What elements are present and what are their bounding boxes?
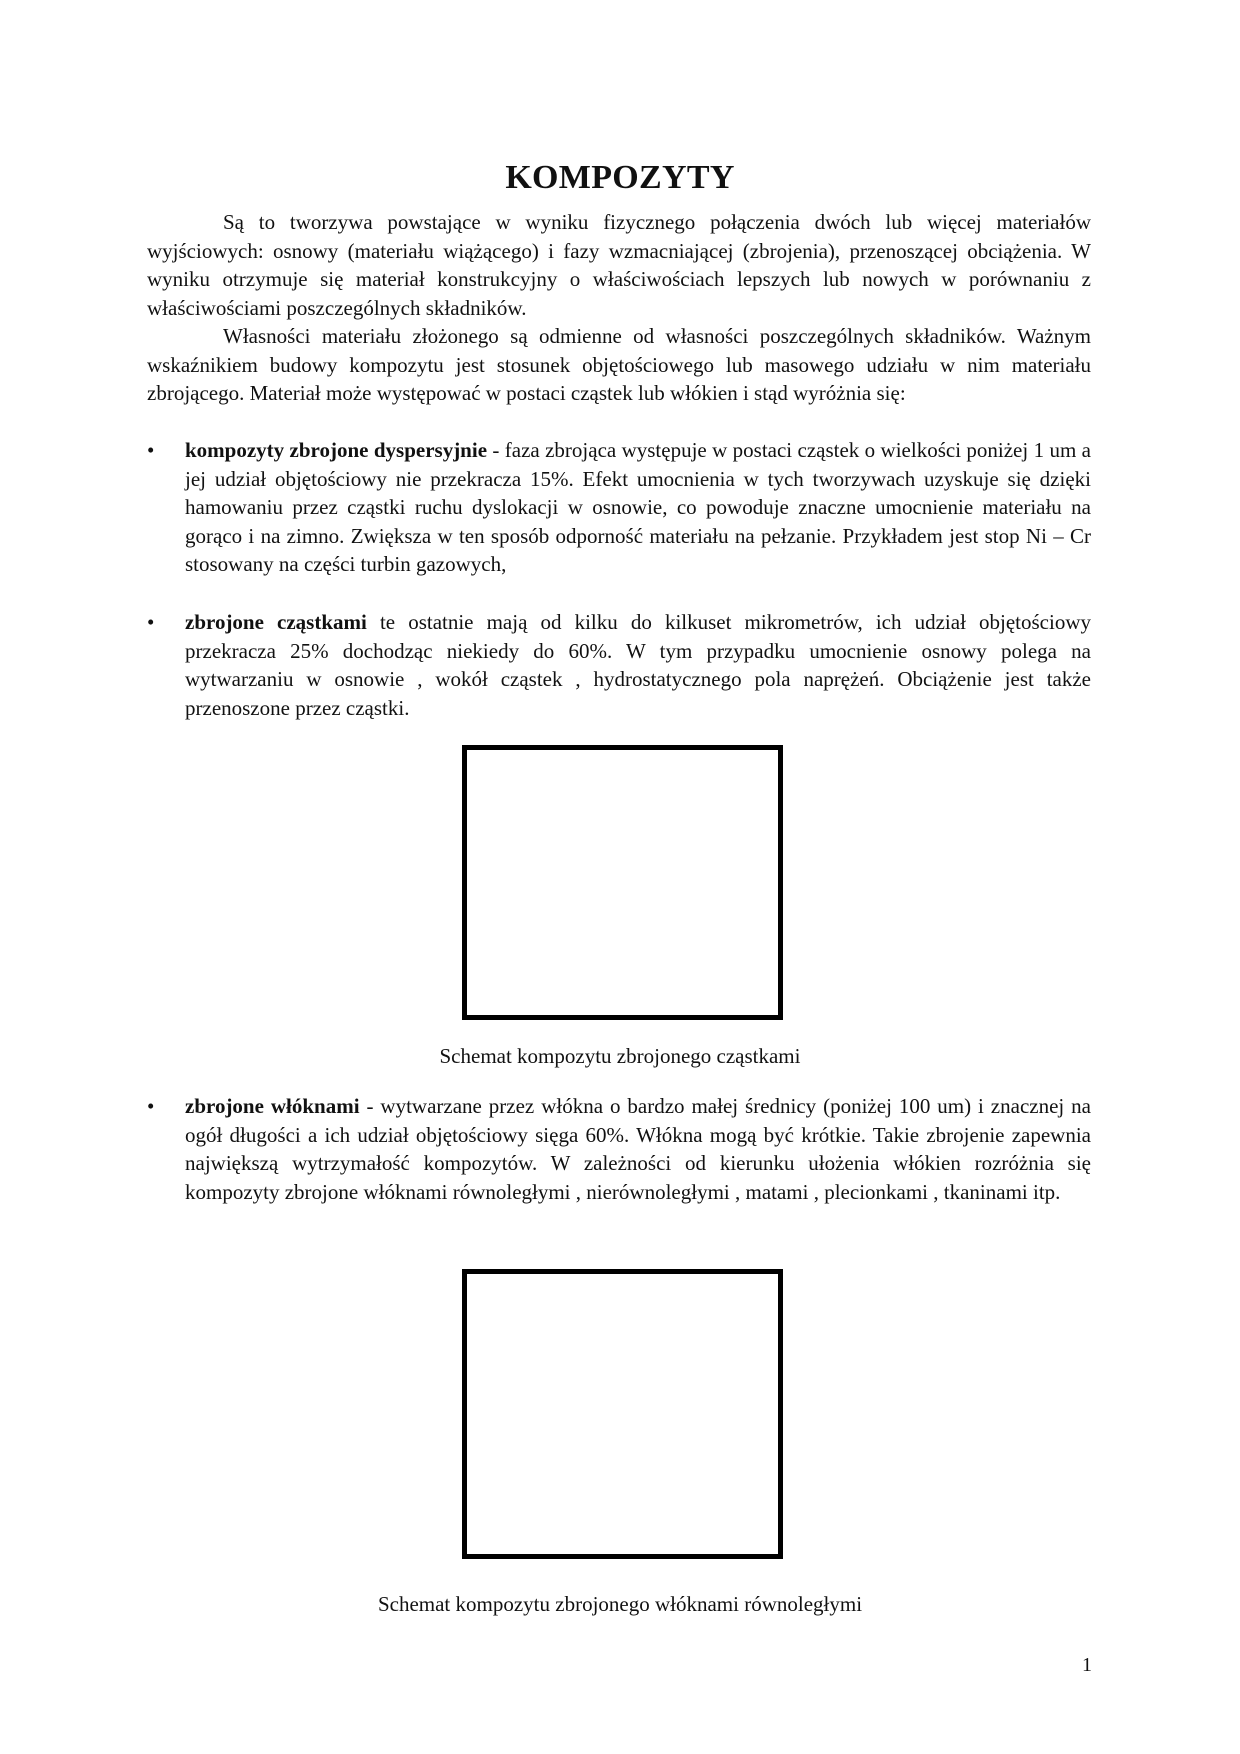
list-item-term: kompozyty zbrojone dyspersyjnie — [185, 438, 488, 462]
list-item-text — [185, 1092, 1091, 1206]
bullet-icon: • — [147, 1094, 155, 1118]
page-number: 1 — [1082, 1654, 1092, 1676]
list-item-text — [185, 436, 1091, 579]
list-item-term: zbrojone włóknami — [185, 1094, 360, 1118]
paragraph-text: Własności materiału złożonego są odmienne od własności poszczególnych składników. Ważnym wskaźnikiem budowy kompozytu jest stosunek objętościowego lub masowego udziału w nim materiału zbrojącego. Materiał może występować w postaci cząstek lub włókien i stąd wyróżnia się: — [147, 324, 1091, 406]
bullet-icon: • — [147, 438, 155, 462]
figure-caption-fibers: Schemat kompozytu zbrojonego włóknami równoległymi — [377, 1592, 863, 1616]
paragraph-text: Są to tworzywa powstające w wyniku fizycznego połączenia dwóch lub więcej materiałów wyjściowych: osnowy (materiału wiążącego) i fazy wzmacniającej (zbrojenia), przenoszącej obciążenia. W wyniku otrzymuje się materiał konstrukcyjny o właściwościach lepszych lub nowych w porównaniu z właściwościami poszczególnych składników. — [147, 210, 1091, 320]
paragraph-properties — [147, 322, 1091, 408]
figure-caption-particles: Schemat kompozytu zbrojonego cząstkami — [439, 1044, 801, 1068]
paragraph-intro — [147, 208, 1091, 322]
bullet-icon: • — [147, 610, 155, 634]
list-item-dispersion — [147, 436, 1091, 579]
list-item-description: te ostatnie mają od kilku do kilkuset mikrometrów, ich udział objętościowy przekracza 25% dochodząc niekiedy do 60%. W tym przypadku umocnienie osnowy polega na wytwarzaniu w osnowie , wokół cząstek , hydrostatycznego pola naprężeń. Obciążenie jest także przenoszone przez cząstki. — [185, 610, 1091, 720]
document-title: KOMPOZYTY — [505, 158, 735, 196]
list-item-text — [185, 608, 1091, 722]
list-item-term: zbrojone cząstkami — [185, 610, 367, 634]
figure-particle-composite-placeholder — [462, 745, 783, 1020]
list-item-description: - wytwarzane przez włókna o bardzo małej średnicy (poniżej 100 um) i znacznej na ogół długości a ich udział objętościowy sięga 60%. Włókna mogą być krótkie. Takie zbrojenie zapewnia największą wytrzymałość kompozytów. W zależności od kierunku ułożenia włókien rozróżnia się kompozyty zbrojone włóknami równoległymi , nierównoległymi , matami , plecionkami , tkaninami itp. — [185, 1094, 1092, 1204]
list-item-description: - faza zbrojąca występuje w postaci cząstek o wielkości poniżej 1 um a jej udział objętościowy nie przekracza 15%. Efekt umocnienia w tych tworzywach uzyskuje się dzięki hamowaniu przez cząstki ruchu dyslokacji w osnowie, co powoduje znaczne umocnienie materiału na gorąco i na zimno. Zwiększa w ten sposób odporność materiału na pełzanie. Przykładem jest stop Ni – Cr stosowany na części turbin gazowych, — [185, 438, 1091, 577]
figure-fiber-composite-placeholder — [462, 1269, 783, 1559]
list-item-particles — [147, 608, 1091, 722]
list-item-fibers — [147, 1092, 1091, 1206]
